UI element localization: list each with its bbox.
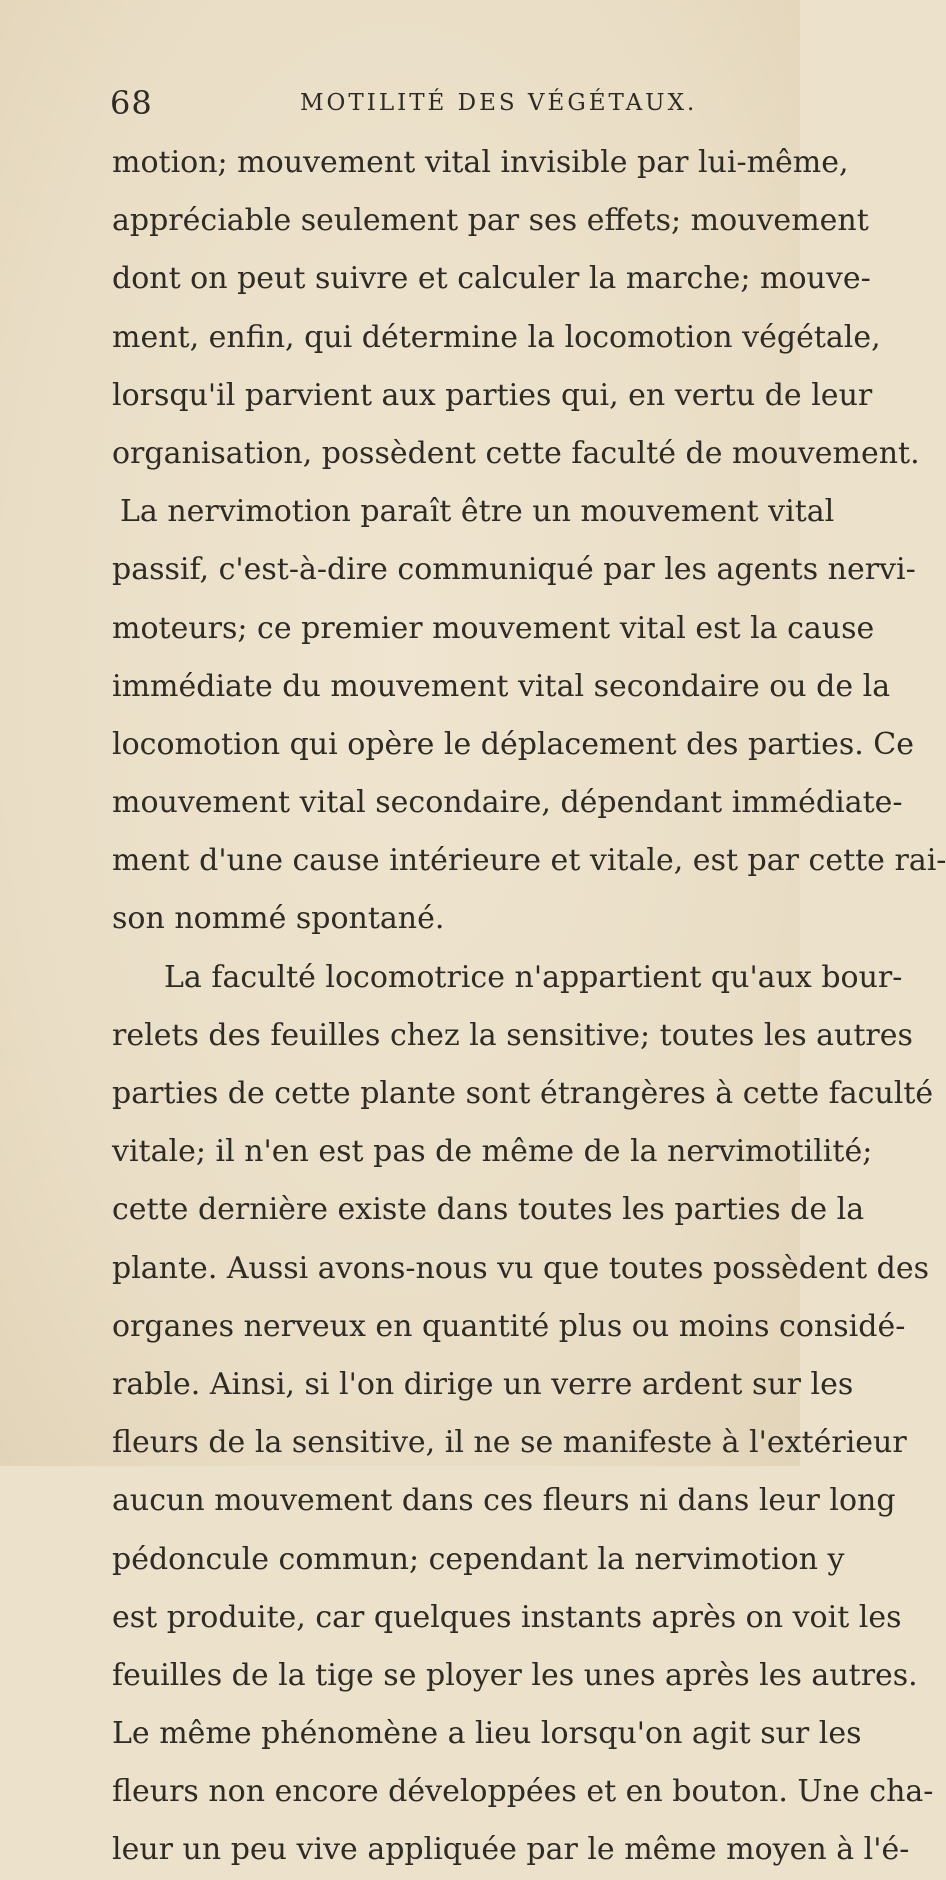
text-line: leur un peu vive appliquée par le même moyen à l'é- <box>112 1832 910 1868</box>
text-line: fleurs non encore développées et en bouton. Une cha- <box>112 1774 934 1810</box>
text-line: cette dernière existe dans toutes les parties de la <box>112 1192 865 1228</box>
text-line: vitale; il n'en est pas de même de la nervimotilité; <box>112 1134 873 1170</box>
text-line: organisation, possèdent cette faculté de mouvement. <box>112 435 920 471</box>
text-line: fleurs de la sensitive, il ne se manifeste à l'extérieur <box>112 1425 907 1461</box>
text-line: dont on peut suivre et calculer la marche; mouve- <box>112 261 871 297</box>
text-line: parties de cette plante sont étrangères à cette faculté <box>112 1076 934 1111</box>
text-line: relets des feuilles chez la sensitive; toutes les autres <box>112 1017 913 1053</box>
text-line: est produite, car quelques instants après on voit les <box>112 1599 902 1635</box>
text-line: motion; mouvement vital invisible par lui-même, <box>112 145 849 180</box>
text-line: organes nerveux en quantité plus ou moins considé- <box>112 1308 906 1344</box>
running-title: MOTILITÉ DES VÉGÉTAUX. <box>300 90 698 116</box>
text-line: mouvement vital secondaire, dépendant immédiate- <box>112 785 903 821</box>
text-line: passif, c'est-à-dire communiqué par les agents nervi- <box>112 552 916 588</box>
text-line: pédoncule commun; cependant la nervimotion y <box>112 1541 845 1577</box>
text-line: rable. Ainsi, si l'on dirige un verre ardent sur les <box>112 1366 854 1402</box>
page-number: 68 <box>110 84 153 122</box>
page-header <box>110 84 710 124</box>
paragraph-end-line: son nommé spontané. <box>112 901 445 937</box>
text-line: locomotion qui opère le déplacement des parties. Ce <box>112 726 915 762</box>
text-line: aucun mouvement dans ces fleurs ni dans leur long <box>112 1483 896 1519</box>
text-line: ment d'une cause intérieure et vitale, est par cette rai- <box>112 843 946 879</box>
body-text <box>112 134 946 1880</box>
text-line: ment, enfin, qui détermine la locomotion végétale, <box>112 319 881 355</box>
text-line: plante. Aussi avons-nous vu que toutes possèdent des <box>112 1250 930 1286</box>
text-line: lorsqu'il parvient aux parties qui, en vertu de leur <box>112 377 873 413</box>
text-line: feuilles de la tige se ployer les unes après les autres. <box>112 1657 918 1693</box>
text-line: moteurs; ce premier mouvement vital est la cause <box>112 610 875 646</box>
text-line: Le même phénomène a lieu lorsqu'on agit sur les <box>112 1716 862 1752</box>
paragraph-start-line: La faculté locomotrice n'appartient qu'aux bour- <box>164 959 903 995</box>
text-line: immédiate du mouvement vital secondaire ou de la <box>112 668 891 704</box>
paragraph-start-line: La nervimotion paraît être un mouvement vital <box>120 494 835 530</box>
text-line: appréciable seulement par ses effets; mouvement <box>112 203 869 239</box>
